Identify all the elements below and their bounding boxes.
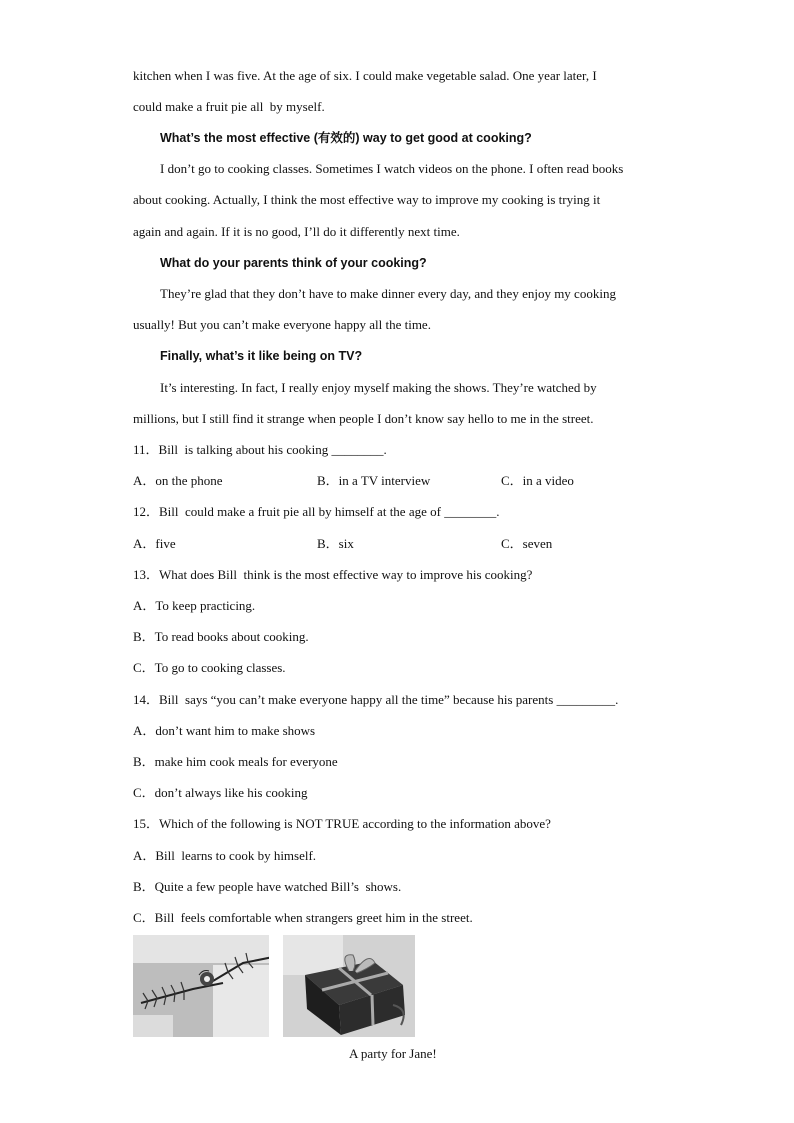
option-c: C．don’t always like his cooking — [133, 785, 308, 800]
option-c: C．in a video — [501, 473, 574, 488]
option-b: B．make him cook meals for everyone — [133, 754, 338, 769]
gift-box-image — [283, 935, 415, 1037]
option-b: B．Quite a few people have watched Bill’s shows. — [133, 879, 402, 894]
option-a: A．don’t want him to make shows — [133, 723, 316, 738]
option-a: A．on the phone — [133, 473, 223, 488]
passage-line: usually! But you can’t make everyone happy all the time. — [133, 317, 431, 332]
passage-line: kitchen when I was five. At the age of six. I could make vegetable salad. One year later, I — [133, 68, 597, 83]
decoration-branch-image — [133, 935, 269, 1037]
question-11: 11．Bill is talking about his cooking ________. — [133, 442, 387, 457]
option-b: B．in a TV interview — [317, 473, 431, 488]
gift-box-illustration — [283, 935, 415, 1037]
interview-question: What do your parents think of your cooking? — [160, 256, 427, 270]
interview-question: Finally, what’s it like being on TV? — [160, 349, 363, 363]
question-15: 15．Which of the following is NOT TRUE according to the information above? — [133, 816, 551, 831]
option-b: B．To read books about cooking. — [133, 629, 309, 644]
option-b: B．six — [317, 536, 354, 551]
question-13: 13．What does Bill think is the most effective way to improve his cooking? — [133, 567, 533, 582]
option-c: C．Bill feels comfortable when strangers greet him in the street. — [133, 910, 473, 925]
passage-line: could make a fruit pie all by myself. — [133, 99, 325, 114]
passage-line: again and again. If it is no good, I’ll do it differently next time. — [133, 224, 460, 239]
branch-illustration — [133, 935, 269, 1037]
question-14: 14．Bill says “you can’t make everyone happy all the time” because his parents _________. — [133, 692, 619, 707]
passage-line: It’s interesting. In fact, I really enjoy myself making the shows. They’re watched by — [160, 380, 597, 395]
option-a: A．five — [133, 536, 176, 551]
option-a: A．To keep practicing. — [133, 598, 256, 613]
passage-line: about cooking. Actually, I think the most effective way to improve my cooking is trying it — [133, 192, 601, 207]
image-caption: A party for Jane! — [349, 1046, 437, 1061]
passage-line: I don’t go to cooking classes. Sometimes I watch videos on the phone. I often read books — [160, 161, 624, 176]
question-12: 12．Bill could make a fruit pie all by himself at the age of ________. — [133, 504, 500, 519]
option-c: C．To go to cooking classes. — [133, 660, 286, 675]
passage-line: They’re glad that they don’t have to make dinner every day, and they enjoy my cooking — [160, 286, 616, 301]
option-c: C．seven — [501, 536, 553, 551]
option-a: A．Bill learns to cook by himself. — [133, 848, 317, 863]
passage-line: millions, but I still find it strange when people I don’t know say hello to me in the street. — [133, 411, 594, 426]
interview-question: What’s the most effective (有效的) way to get good at cooking? — [160, 131, 532, 145]
